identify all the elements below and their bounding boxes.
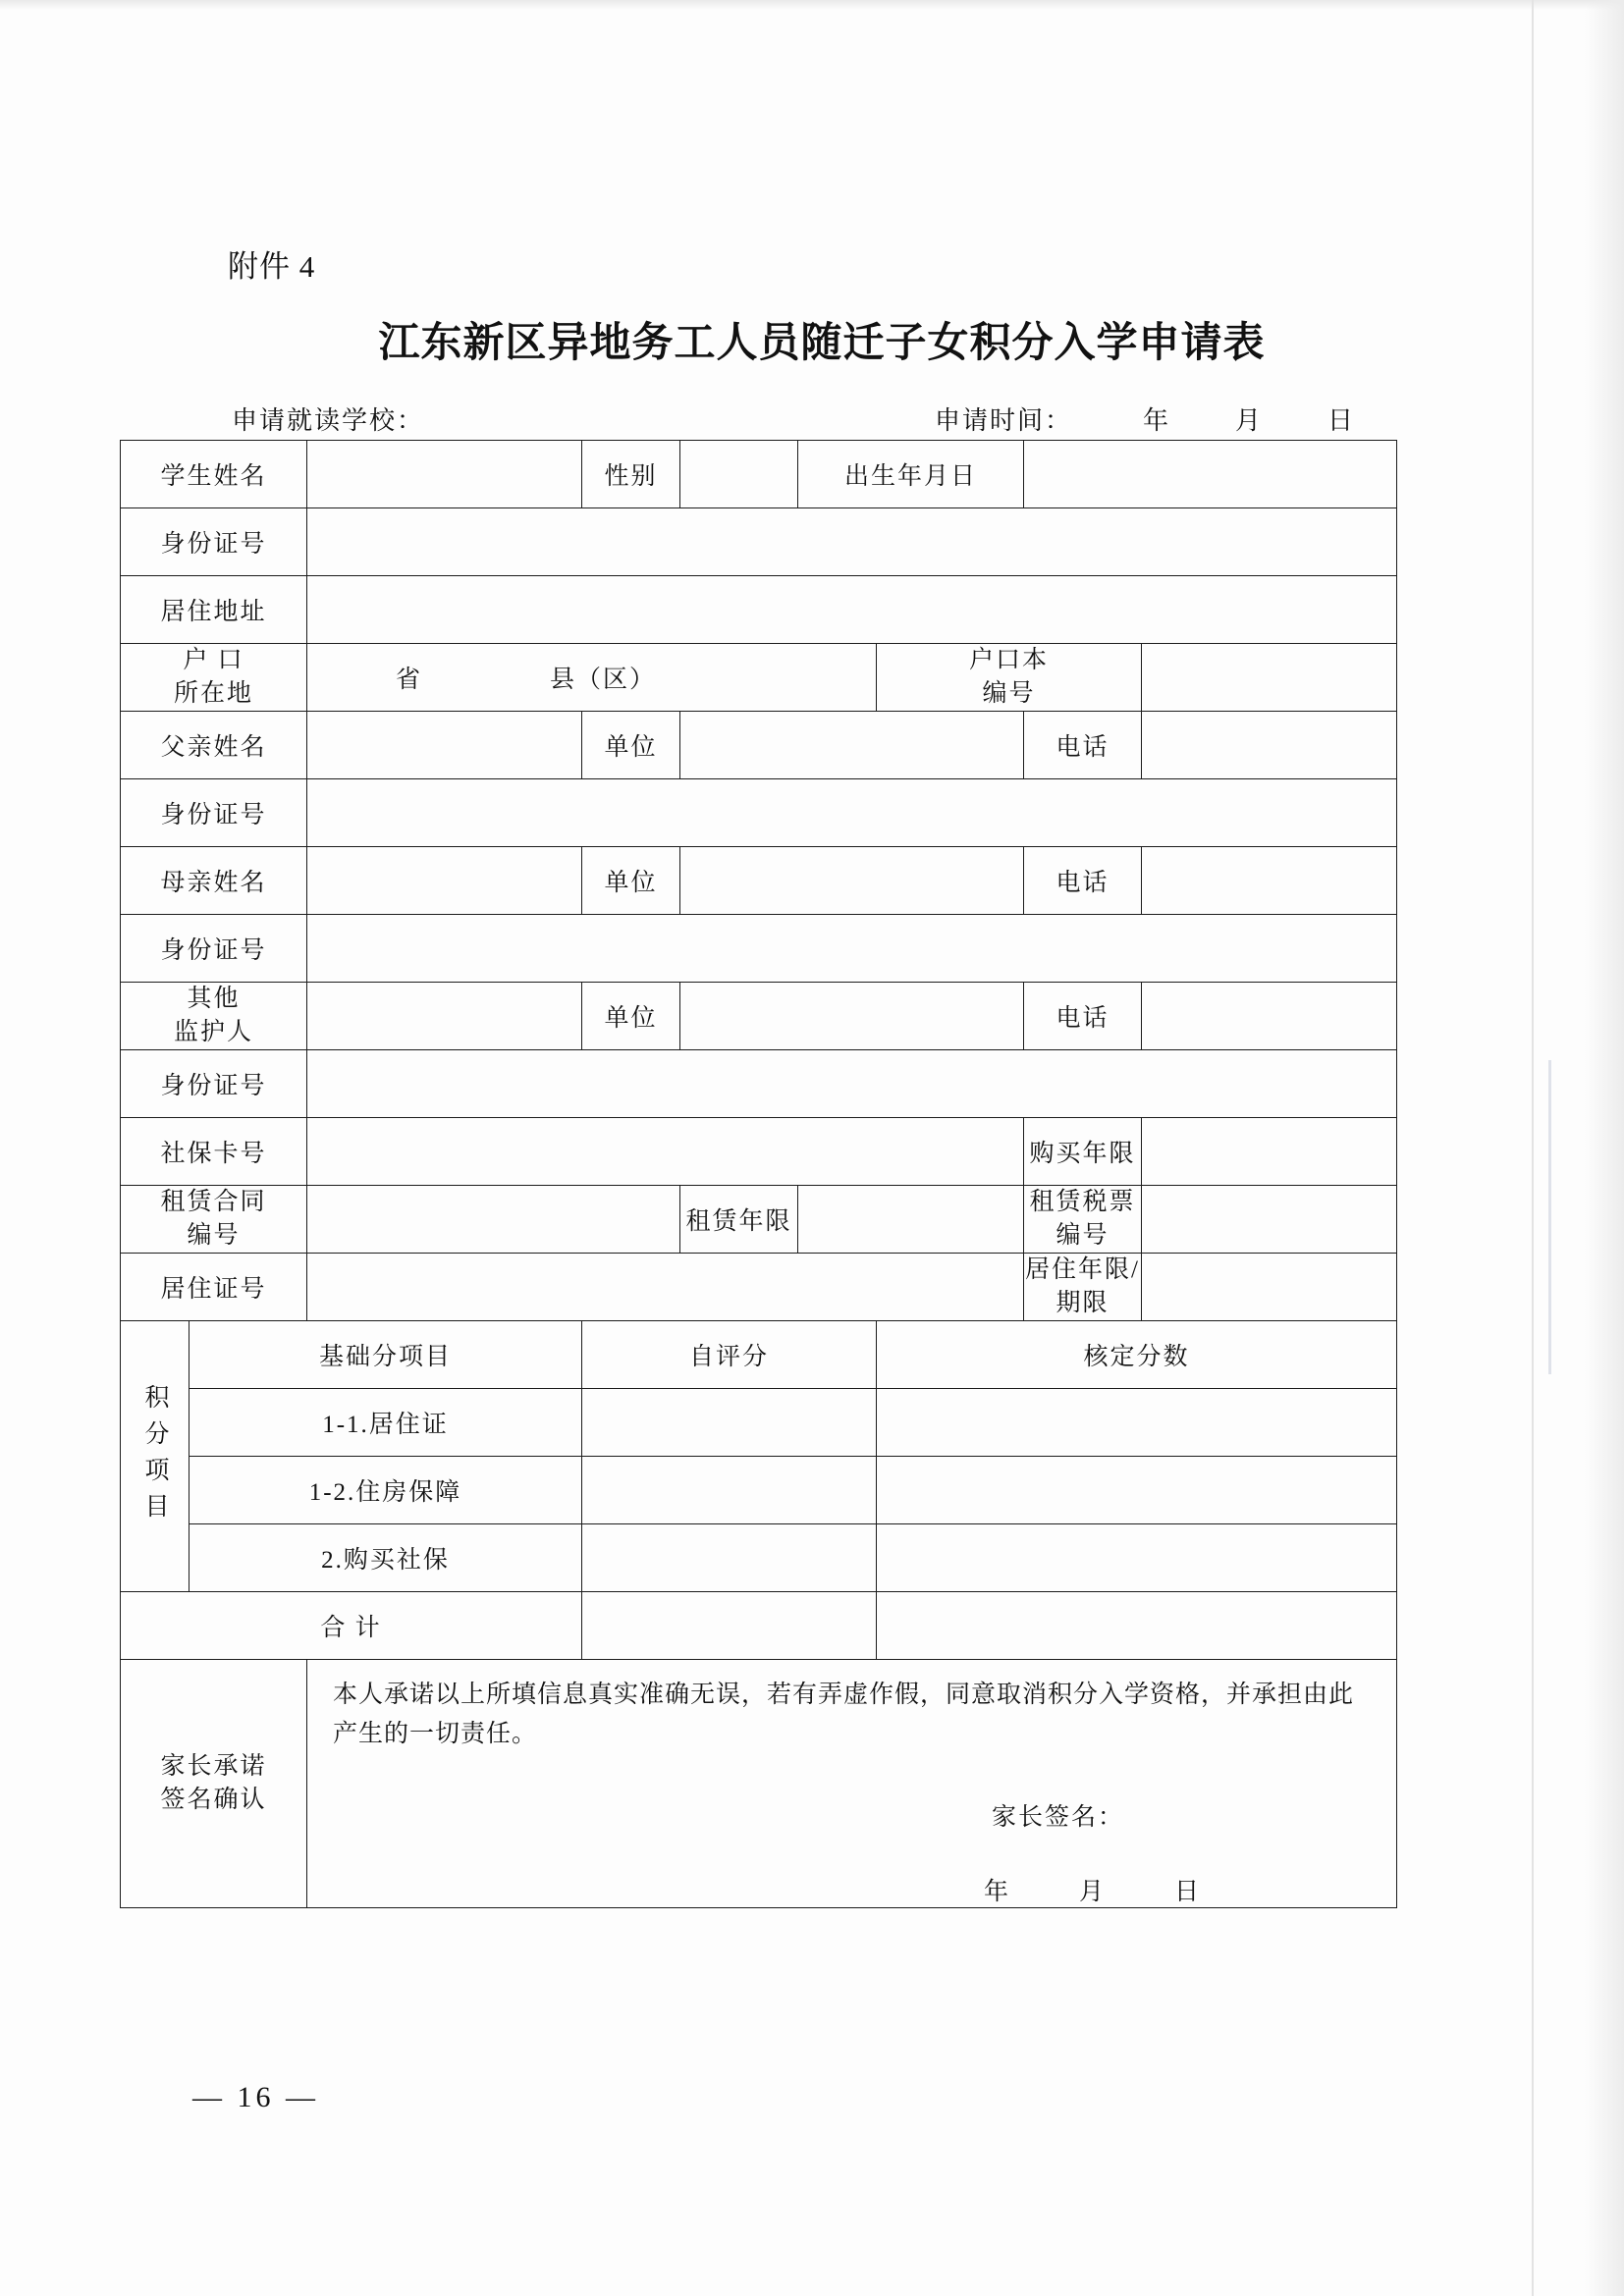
field-residence-permit[interactable]	[307, 1254, 1024, 1321]
parent-promise-cell	[307, 1660, 1397, 1908]
apply-time-month: 月	[1235, 406, 1264, 435]
score-verified-1[interactable]	[877, 1389, 1397, 1457]
field-gender[interactable]	[680, 441, 798, 508]
field-social-security-card[interactable]	[307, 1118, 1024, 1186]
field-hukou-location[interactable]	[307, 644, 877, 712]
table-row	[121, 712, 1397, 779]
label-other-guardian	[121, 983, 307, 1050]
apply-time-year: 年	[1143, 406, 1171, 435]
field-other-guardian-phone[interactable]	[1142, 983, 1397, 1050]
table-row	[121, 508, 1397, 576]
label-lease-invoice-number	[1024, 1186, 1142, 1254]
label-residence-address: 居住地址	[121, 576, 307, 644]
label-hukou-book-number-line2: 编号	[982, 680, 1036, 707]
label-birth-date: 出生年月日	[798, 441, 1024, 508]
label-other-guardian-id-number: 身份证号	[121, 1050, 307, 1118]
score-self-1[interactable]	[582, 1389, 877, 1457]
label-parent-promise-line2: 签名确认	[160, 1787, 267, 1813]
label-hukou-book-number-line1: 户口本	[969, 647, 1050, 674]
table-row	[121, 847, 1397, 915]
label-other-guardian-unit: 单位	[582, 983, 680, 1050]
label-hukou-county: 县（区）	[550, 667, 657, 693]
field-other-guardian-unit[interactable]	[680, 983, 1024, 1050]
label-mother-name: 母亲姓名	[121, 847, 307, 915]
label-residence-permit: 居住证号	[121, 1254, 307, 1321]
label-other-guardian-phone: 电话	[1024, 983, 1142, 1050]
label-lease-contract-number	[121, 1186, 307, 1254]
field-father-name[interactable]	[307, 712, 582, 779]
field-father-unit[interactable]	[680, 712, 1024, 779]
label-residence-years	[1024, 1254, 1142, 1321]
field-mother-id-number[interactable]	[307, 915, 1397, 983]
score-verified-2[interactable]	[877, 1457, 1397, 1524]
application-form-table	[120, 440, 1397, 1908]
field-residence-address[interactable]	[307, 576, 1397, 644]
page-title	[0, 310, 1624, 369]
header-verified-score: 核定分数	[877, 1321, 1397, 1389]
field-student-id-number[interactable]	[307, 508, 1397, 576]
table-row	[121, 441, 1397, 508]
label-social-security-card: 社保卡号	[121, 1118, 307, 1186]
field-other-guardian-name[interactable]	[307, 983, 582, 1050]
field-student-name[interactable]	[307, 441, 582, 508]
label-other-guardian-line2: 监护人	[174, 1019, 254, 1045]
label-other-guardian-line1: 其他	[187, 986, 241, 1013]
score-verified-3[interactable]	[877, 1524, 1397, 1592]
promise-date-year: 年	[984, 1879, 1011, 1905]
field-lease-years[interactable]	[798, 1186, 1024, 1254]
table-row	[121, 983, 1397, 1050]
label-hukou-location-line1: 户 口	[183, 647, 244, 674]
label-lease-invoice-number-line1: 租赁税票	[1029, 1189, 1136, 1216]
header-base-item: 基础分项目	[189, 1321, 582, 1389]
label-total: 合 计	[121, 1592, 582, 1660]
field-total-verified[interactable]	[877, 1592, 1397, 1660]
promise-date-row	[307, 1872, 1396, 1907]
score-item-label-3: 2.购买社保	[189, 1524, 582, 1592]
label-mother-phone: 电话	[1024, 847, 1142, 915]
apply-time-row	[935, 400, 1355, 437]
apply-time-day: 日	[1327, 406, 1356, 435]
apply-school-label: 申请就读学校：	[232, 406, 425, 435]
field-father-phone[interactable]	[1142, 712, 1397, 779]
field-purchase-years[interactable]	[1142, 1118, 1397, 1186]
score-self-2[interactable]	[582, 1457, 877, 1524]
label-residence-years-line1: 居住年限/	[1025, 1256, 1140, 1284]
label-mother-unit: 单位	[582, 847, 680, 915]
label-student-name: 学生姓名	[121, 441, 307, 508]
table-row	[121, 1254, 1397, 1321]
table-row	[121, 1457, 1397, 1524]
table-row	[121, 1321, 1397, 1389]
field-lease-invoice-number[interactable]	[1142, 1186, 1397, 1254]
field-other-guardian-id-number[interactable]	[307, 1050, 1397, 1118]
label-mother-id-number: 身份证号	[121, 915, 307, 983]
field-mother-phone[interactable]	[1142, 847, 1397, 915]
field-mother-unit[interactable]	[680, 847, 1024, 915]
table-row	[121, 1186, 1397, 1254]
field-hukou-book-number[interactable]	[1142, 644, 1397, 712]
field-birth-date[interactable]	[1024, 441, 1397, 508]
label-father-id-number: 身份证号	[121, 779, 307, 847]
hukou-inline-labels	[307, 660, 876, 695]
score-item-label-2: 1-2.住房保障	[189, 1457, 582, 1524]
field-father-id-number[interactable]	[307, 779, 1397, 847]
page-title-text: 江东新区异地务工人员随迁子女积分入学申请表	[378, 321, 1266, 366]
label-residence-years-line2: 期限	[1056, 1290, 1110, 1316]
table-row	[121, 1389, 1397, 1457]
label-hukou-location-line2: 所在地	[174, 680, 254, 707]
promise-signature-label[interactable]: 家长签名：	[992, 1804, 1125, 1831]
label-lease-invoice-number-line2: 编号	[1056, 1222, 1110, 1249]
promise-date-month: 月	[1079, 1879, 1107, 1905]
label-purchase-years: 购买年限	[1024, 1118, 1142, 1186]
label-student-id-number: 身份证号	[121, 508, 307, 576]
table-row	[121, 576, 1397, 644]
label-parent-promise-line1: 家长承诺	[160, 1753, 267, 1781]
table-row	[121, 1524, 1397, 1592]
field-mother-name[interactable]	[307, 847, 582, 915]
label-parent-promise	[121, 1660, 307, 1908]
scan-edge-top	[0, 0, 1624, 10]
label-lease-contract-number-line2: 编号	[187, 1222, 241, 1249]
scan-line-right-secondary	[1548, 1060, 1551, 1374]
apply-time-label: 申请时间：	[935, 406, 1073, 435]
label-score-section	[121, 1321, 189, 1592]
promise-text: 本人承诺以上所填信息真实准确无误，若有弄虚作假，同意取消积分入学资格，并承担由此产生的一切责任。	[333, 1682, 1355, 1747]
label-hukou-location	[121, 644, 307, 712]
field-residence-years[interactable]	[1142, 1254, 1397, 1321]
label-score-section-text: 积分项目	[141, 1383, 168, 1529]
label-father-name: 父亲姓名	[121, 712, 307, 779]
score-self-3[interactable]	[582, 1524, 877, 1592]
table-row	[121, 915, 1397, 983]
table-row	[121, 1050, 1397, 1118]
label-lease-contract-number-line1: 租赁合同	[160, 1189, 267, 1216]
table-row	[121, 644, 1397, 712]
table-row	[121, 779, 1397, 847]
promise-date-day: 日	[1174, 1879, 1202, 1905]
table-row	[121, 1592, 1397, 1660]
label-hukou-book-number	[877, 644, 1142, 712]
label-father-unit: 单位	[582, 712, 680, 779]
header-self-score: 自评分	[582, 1321, 877, 1389]
table-row	[121, 1118, 1397, 1186]
label-lease-years: 租赁年限	[680, 1186, 798, 1254]
field-total-self[interactable]	[582, 1592, 877, 1660]
page-number: — 16 —	[192, 2081, 319, 2113]
label-father-phone: 电话	[1024, 712, 1142, 779]
field-lease-contract-number[interactable]	[307, 1186, 680, 1254]
score-item-label-1: 1-1.居住证	[189, 1389, 582, 1457]
label-hukou-province: 省	[396, 667, 423, 693]
table-row	[121, 1660, 1397, 1908]
label-gender: 性别	[582, 441, 680, 508]
attachment-label: 附件 4	[228, 249, 316, 284]
